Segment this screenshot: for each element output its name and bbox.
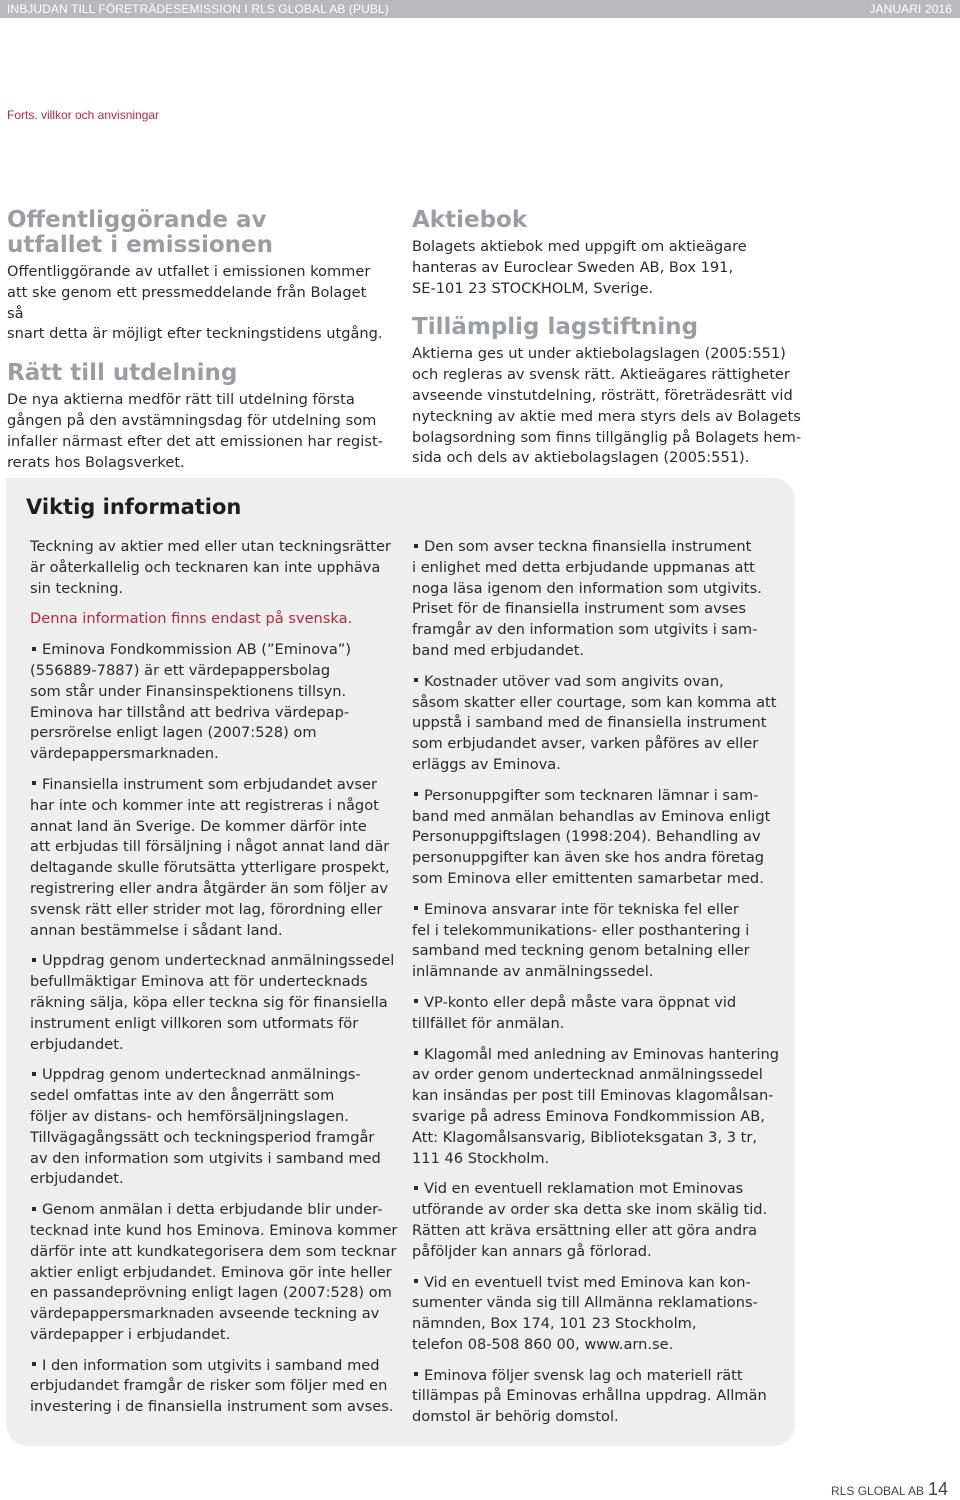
bullet-icon [414, 906, 418, 910]
bullet-icon [32, 1362, 36, 1366]
section-title-utdelning: Rätt till utdelning [7, 360, 238, 387]
page-number: 14 [927, 1479, 948, 1499]
list-item: Vid en eventuell reklamation mot Eminovas utförande av order ska detta ske inom skälig tid. Rätten att kräva ersättning eller att göra andra påföljder kan annars gå förlorad. [412, 1180, 768, 1260]
bullet-icon [32, 958, 36, 962]
list-item: Kostnader utöver vad som angivits ovan, såsom skatter eller courtage, som kan komma att uppstå i samband med de finansiella instrument som erbjudandet avser, varken påföres av eller erläggs av Eminova. [412, 672, 777, 773]
list-item: VP-konto eller depå måste vara öppnat vid tillfället för anmälan. [412, 993, 737, 1032]
section-body-utdelning: De nya aktierna medför rätt till utdelning första gången på den avstämningsdag för utdelning som infaller närmast efter det att emissionen har regist- rerats hos Bolagsverket. [7, 391, 383, 471]
section-body-lagstiftning: Aktierna ges ut under aktiebolagslagen (2005:551) och regleras av svensk rätt. Aktieägares rättigheter avseende vinstutdelning, rösträtt, företrädesrätt vid nyteckning av aktie med mera styrs dels av Bolagets bolagsordning som finns tillgänglig på Bolagets hem- sida och dels av aktiebolagslagen (2005:551). [412, 345, 802, 467]
list-item: Eminova ansvarar inte för tekniska fel eller fel i telekommunikations- eller posthantering i samband med teckning genom betalning eller inlämnande av anmälningssedel. [412, 900, 750, 981]
list-item: Genom anmälan i detta erbjudande blir under- tecknad inte kund hos Eminova. Eminova kommer därför inte att kundkategorisera dem som tecknar aktier enligt erbjudandet. Eminova gör inte heller en passandeprövning enligt lagen (2007:528) om värdepappersmarknaden avseende teckning av värdepapper i erbjudandet. [30, 1201, 398, 1343]
list-item: Finansiella instrument som erbjudandet avser har inte och kommer inte att registreras i något annat land än Sverige. De kommer därför inte att erbjudas till försäljning i något annat land där deltagande skulle förutsätta ytterligare prospekt, registrering eller andra åtgärder än som följer av svensk rätt eller strider mot lag, förordning eller annan bestämmelse i sådant land. [30, 775, 390, 939]
list-item: Eminova Fondkommission AB (”Eminova”) (556889-7887) är ett värdepappersbolag som står under Finansinspektionens tillsyn. Eminova har tillstånd att bedriva värdepap- persrörelse enligt lagen (2007:528) om värdepappersmarknaden. [30, 641, 352, 763]
page-footer [831, 1479, 948, 1500]
list-item: Uppdrag genom undertecknad anmälningssedel befullmäktigar Eminova att för undertecknads räkning sälja, köpa eller teckna sig för finansiella instrument enligt villkoren som utformats för erbjudandet. [30, 952, 395, 1053]
bullet-icon [32, 781, 36, 785]
header-bar [0, 0, 960, 18]
bullet-icon [414, 1372, 418, 1376]
list-item: Klagomål med anledning av Eminovas hantering av order genom undertecknad anmälningssedel kan insändas per post till Eminovas klagomålsan- svarige på adress Eminova Fondkommission AB, Att: Klagomålsansvarig, Biblioteksgatan 3, 3 tr, 111 46 Stockholm. [412, 1045, 780, 1167]
section-title-lagstiftning: Tillämplig lagstiftning [412, 314, 699, 341]
footer-company: RLS GLOBAL AB [831, 1484, 924, 1498]
bullet-icon [32, 647, 36, 651]
bullet-icon [32, 1072, 36, 1076]
bullet-icon [32, 1207, 36, 1211]
list-item: Den som avser teckna finansiella instrument i enlighet med detta erbjudande uppmanas att noga läsa igenom den information som utgivits. Priset för de finansiella instrument som avses framgår av den information som utgivits i sam- band med erbjudandet. [412, 538, 762, 659]
section-body-aktiebok: Bolagets aktiebok med uppgift om aktieägare hanteras av Euroclear Sweden AB, Box 191, SE-101 23 STOCKHOLM, Sverige. [412, 238, 747, 297]
bullet-icon [414, 678, 418, 682]
list-item: I den information som utgivits i samband med erbjudandet framgår de risker som följer med en investering i de finansiella instrument som avses. [30, 1356, 394, 1416]
document-date: JANUARI 2016 [869, 2, 952, 16]
list-item: Personuppgifter som tecknaren lämnar i sam- band med anmälan behandlas av Eminova enligt Personuppgiftslagen (1998:204). Behandling av personuppgifter kan även ske hos andra företag som Eminova eller emittenten samarbetar med. [412, 786, 771, 887]
section-title-offentliggorande: Offentliggörande av utfallet i emissionen [7, 207, 274, 258]
breadcrumb: Forts. villkor och anvisningar [7, 108, 160, 122]
section-body-offentliggorande: Offentliggörande av utfallet i emissionen kommer att ske genom ett pressmeddelande från Bolaget så snart detta är möjligt efter teckningstidens utgång. [7, 263, 383, 343]
document-title: INBJUDAN TILL FÖRETRÄDESEMISSION I RLS GLOBAL AB (PUBL) [7, 2, 389, 16]
right-column [412, 208, 812, 469]
section-title-aktiebok: Aktiebok [412, 207, 528, 233]
bullet-icon [414, 792, 418, 796]
list-item: Eminova följer svensk lag och materiell rätt tillämpas på Eminovas erhållna uppdrag. Allmän domstol är behörig domstol. [412, 1366, 767, 1426]
info-notice: Denna information finns endast på svenska. [30, 610, 353, 628]
left-column [7, 208, 387, 473]
info-column-left [30, 537, 400, 1428]
bullet-icon [414, 1279, 418, 1283]
info-column-right [412, 537, 782, 1438]
bullet-icon [414, 1051, 418, 1055]
info-title: Viktig information [26, 495, 242, 519]
info-intro: Teckning av aktier med eller utan teckningsrätter är oåterkallelig och tecknaren kan inte upphäva sin teckning. [30, 538, 391, 597]
bullet-icon [414, 1186, 418, 1190]
bullet-icon [414, 999, 418, 1003]
list-item: Vid en eventuell tvist med Eminova kan kon- sumenter vända sig till Allmänna reklamations- nämnden, Box 174, 101 23 Stockholm, telefon 08-508 860 00, www.arn.se. [412, 1273, 758, 1353]
list-item: Uppdrag genom undertecknad anmälnings- sedel omfattas inte av den ångerrätt som följer av distans- och hemförsäljningslagen. Tillvägagångssätt och teckningsperiod framgår av den information som utgivits i samband med erbjudandet. [30, 1066, 381, 1188]
bullet-icon [414, 544, 418, 548]
